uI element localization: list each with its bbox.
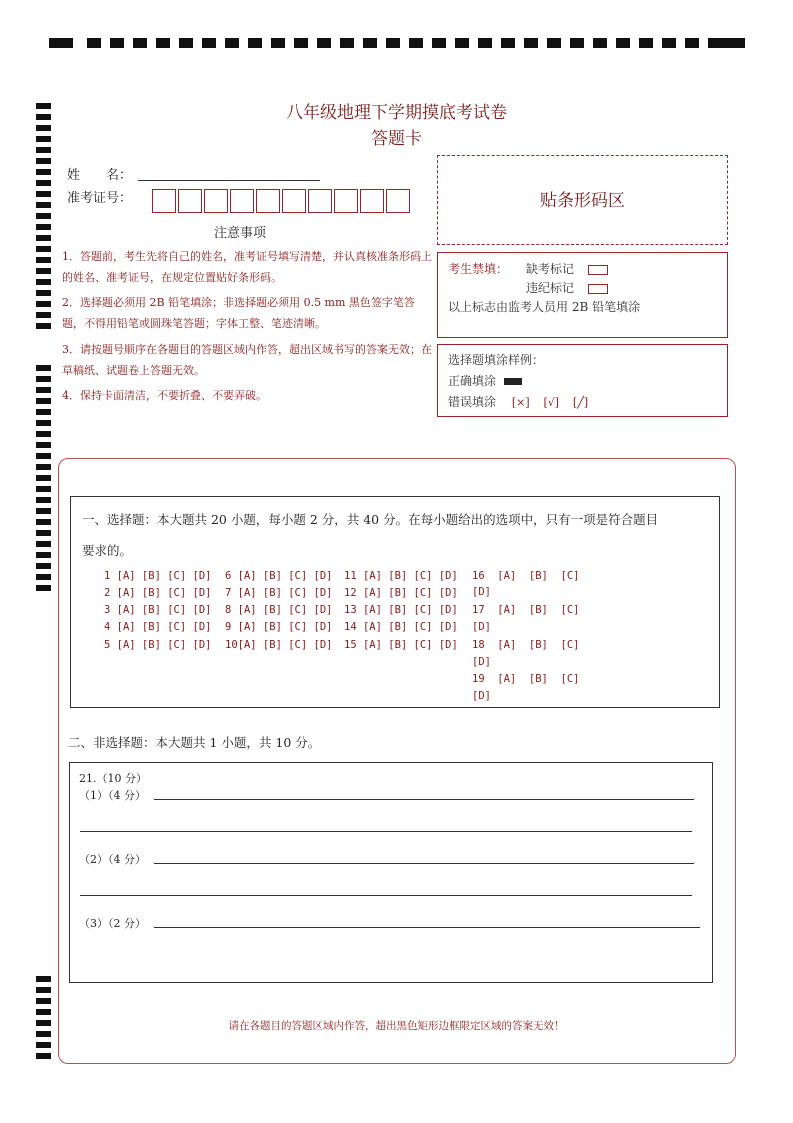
- choice-q5[interactable]: 5 [A] [B] [C] [D]: [104, 639, 212, 651]
- wrong-fill-sample-slash: [╱]: [572, 396, 589, 409]
- id-digit-box[interactable]: [308, 189, 332, 213]
- choice-q1[interactable]: 1 [A] [B] [C] [D]: [104, 570, 212, 582]
- wrong-fill-sample-check: [√]: [543, 396, 560, 409]
- id-digit-box[interactable]: [230, 189, 254, 213]
- choice-q8[interactable]: 8 [A] [B] [C] [D]: [225, 604, 333, 616]
- part-1-answer-line[interactable]: [154, 799, 694, 800]
- choice-q14[interactable]: 14 [A] [B] [C] [D]: [344, 621, 458, 633]
- choice-q13[interactable]: 13 [A] [B] [C] [D]: [344, 604, 458, 616]
- id-digit-box[interactable]: [282, 189, 306, 213]
- choice-q15[interactable]: 15 [A] [B] [C] [D]: [344, 639, 458, 651]
- choice-q17[interactable]: 17 [A] [B] [C]: [472, 604, 580, 616]
- choice-q12[interactable]: 12 [A] [B] [C] [D]: [344, 587, 458, 599]
- part-3-answer-line[interactable]: [154, 927, 700, 928]
- choice-q9[interactable]: 9 [A] [B] [C] [D]: [225, 621, 333, 633]
- violation-mark-label: 违纪标记: [526, 281, 575, 295]
- top-timing-marks: [49, 38, 745, 50]
- notice-item-1: 1．答题前，考生先将自己的姓名，准考证号填写清楚，并认真核准条形码上的姓名、准考证号，在规定位置贴好条形码。: [62, 250, 432, 284]
- id-digit-box[interactable]: [204, 189, 228, 213]
- choice-q6[interactable]: 6 [A] [B] [C] [D]: [225, 570, 333, 582]
- non-choice-answer-box: [69, 762, 713, 983]
- absent-mark-label: 缺考标记: [526, 262, 575, 276]
- choice-q3[interactable]: 3 [A] [B] [C] [D]: [104, 604, 212, 616]
- question-21-label: 21.（10 分）: [79, 772, 147, 785]
- absent-mark-box[interactable]: [588, 265, 608, 275]
- answer-sheet-subtitle: 答题卡: [371, 129, 422, 149]
- id-digit-box[interactable]: [152, 189, 176, 213]
- wrong-fill-label: 错误填涂: [448, 395, 497, 409]
- choice-q16-d[interactable]: [D]: [472, 586, 491, 598]
- id-digit-box[interactable]: [334, 189, 358, 213]
- choice-q19[interactable]: 19 [A] [B] [C]: [472, 673, 580, 685]
- wrong-fill-sample-x: [×]: [511, 396, 530, 409]
- id-digit-box[interactable]: [178, 189, 202, 213]
- id-digit-box[interactable]: [360, 189, 384, 213]
- fill-example-box: [437, 344, 728, 417]
- barcode-label: 贴条形码区: [540, 191, 625, 211]
- choice-q18[interactable]: 18 [A] [B] [C]: [472, 639, 580, 651]
- correct-fill-label: 正确填涂: [448, 374, 497, 388]
- part-1-label: （1）（4 分）: [79, 789, 146, 802]
- notice-item-3: 3．请按题号顺序在各题目的答题区域内作答，超出区域书写的答案无效；在草稿纸、试题卷上答题无效。: [62, 343, 432, 377]
- exam-title: 八年级地理下学期摸底考试卷: [286, 103, 507, 123]
- footer-warning: 请在各题目的答题区域内作答，超出黑色矩形边框限定区域的答案无效！: [228, 1020, 565, 1032]
- choice-q7[interactable]: 7 [A] [B] [C] [D]: [225, 587, 333, 599]
- barcode-area: [437, 155, 728, 245]
- choice-q18-d[interactable]: [D]: [472, 656, 491, 668]
- choice-q19-d[interactable]: [D]: [472, 690, 491, 702]
- choice-q10[interactable]: 10[A] [B] [C] [D]: [225, 639, 333, 651]
- notice-item-2: 2．选择题必须用 2B 铅笔填涂；非选择题必须用 0.5 mm 黑色签字笔答题，不得用铅笔或圆珠笔答题；字体工整、笔迹清晰。: [62, 296, 415, 330]
- non-choice-section-title: 二、非选择题：本大题共 1 小题，共 10 分。: [68, 735, 321, 750]
- proctor-only-box: [437, 252, 728, 338]
- part-3-label: （3）（2 分）: [79, 917, 146, 930]
- correct-fill-sample: [504, 378, 522, 385]
- choice-section-title-cont: 要求的。: [82, 543, 133, 558]
- name-field[interactable]: [138, 180, 320, 181]
- choice-q2[interactable]: 2 [A] [B] [C] [D]: [104, 587, 212, 599]
- choice-section: [70, 496, 720, 708]
- violation-mark-box[interactable]: [588, 284, 608, 294]
- choice-q4[interactable]: 4 [A] [B] [C] [D]: [104, 621, 212, 633]
- part-1-answer-line-2[interactable]: [80, 831, 692, 832]
- notice-item-4: 4．保持卡面清洁，不要折叠、不要弄破。: [62, 389, 267, 402]
- choice-section-title: 一、选择题：本大题共 20 小题，每小题 2 分，共 40 分。在每小题给出的选项中，只有一项是符合题目: [82, 512, 659, 527]
- part-2-label: （2）（4 分）: [79, 853, 146, 866]
- fill-example-title: 选择题填涂样例：: [448, 353, 545, 367]
- notice-heading: 注意事项: [214, 226, 267, 241]
- id-digit-box[interactable]: [386, 189, 410, 213]
- choice-q17-d[interactable]: [D]: [472, 621, 491, 633]
- choice-q11[interactable]: 11 [A] [B] [C] [D]: [344, 570, 458, 582]
- prohibit-note: 以上标志由监考人员用 2B 铅笔填涂: [448, 300, 641, 314]
- part-2-answer-line[interactable]: [154, 863, 694, 864]
- name-label: 姓 名：: [67, 168, 133, 183]
- part-2-answer-line-2[interactable]: [80, 895, 692, 896]
- id-digit-box[interactable]: [256, 189, 280, 213]
- exam-id-label: 准考证号：: [67, 191, 133, 206]
- choice-q16[interactable]: 16 [A] [B] [C]: [472, 570, 580, 582]
- prohibit-label: 考生禁填：: [448, 262, 509, 276]
